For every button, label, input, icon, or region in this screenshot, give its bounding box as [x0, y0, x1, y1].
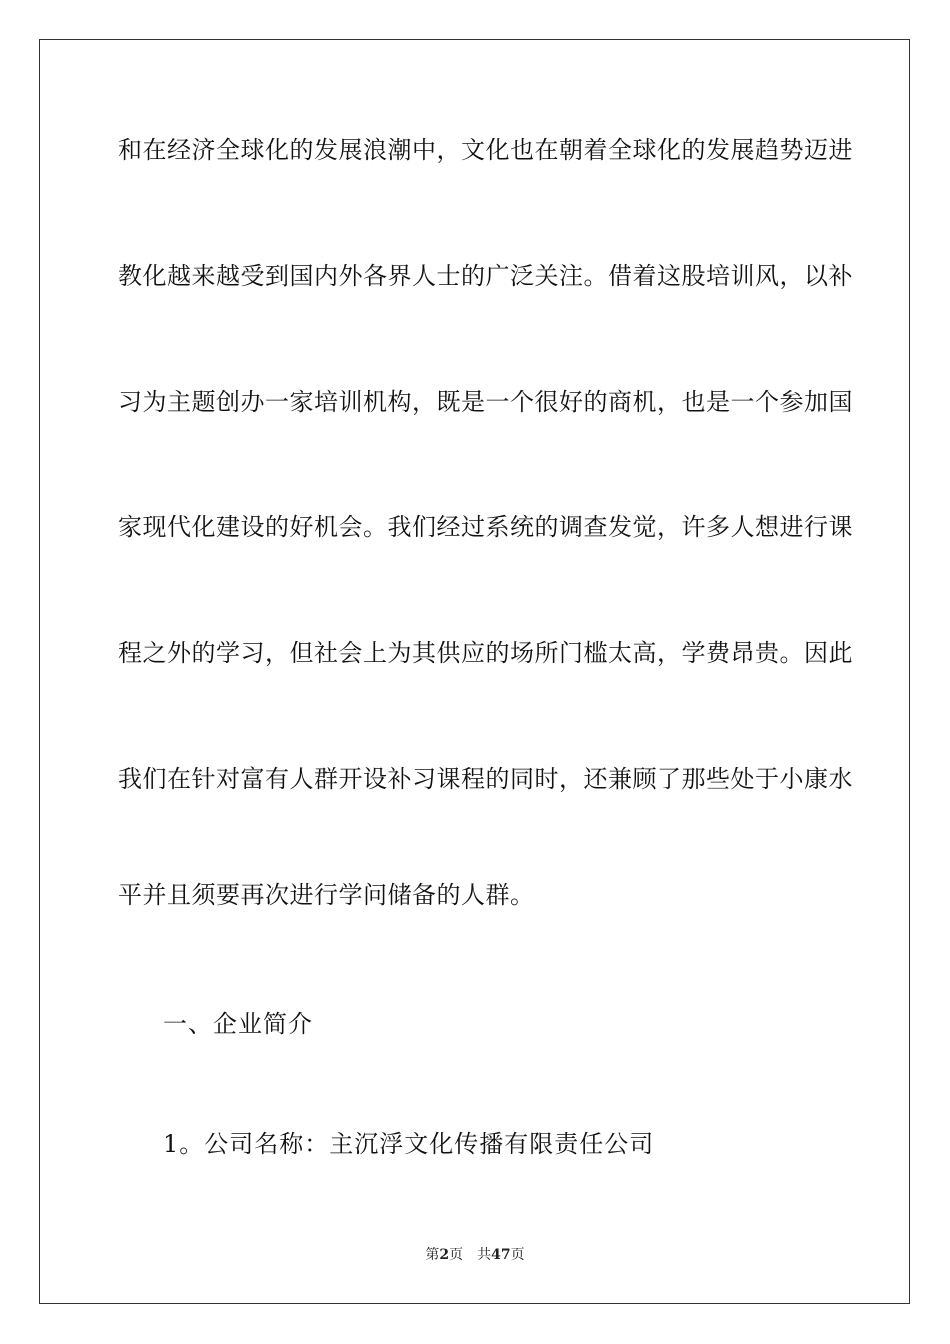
body-line-5: 程之外的学习，但社会上为其供应的场所门槛太高，学费昂贵。因此	[118, 639, 853, 667]
body-line-7: 平并且须要再次进行学问储备的人群。	[118, 881, 535, 909]
total-pages: 47	[491, 1247, 511, 1263]
page-number: 2	[439, 1247, 450, 1263]
section-heading: 一、企业简介	[163, 1010, 313, 1038]
body-line-3: 习为主题创办一家培训机构，既是一个很好的商机，也是一个参加国	[118, 388, 853, 416]
page-prefix: 第	[425, 1247, 440, 1263]
total-prefix: 共	[477, 1247, 492, 1263]
page-border	[39, 39, 910, 1304]
body-line-4: 家现代化建设的好机会。我们经过系统的调查发觉，许多人想进行课	[118, 513, 853, 541]
body-line-2: 教化越来越受到国内外各界人士的广泛关注。借着这股培训风，以补	[118, 262, 853, 290]
page-suffix: 页	[449, 1247, 464, 1263]
page-footer	[0, 1246, 950, 1264]
body-line-6: 我们在针对富有人群开设补习课程的同时，还兼顾了那些处于小康水	[118, 765, 853, 793]
total-suffix: 页	[510, 1247, 525, 1263]
body-line-1: 和在经济全球化的发展浪潮中，文化也在朝着全球化的发展趋势迈进	[118, 136, 853, 164]
company-name-item: 1。公司名称：主沉浮文化传播有限责任公司	[163, 1130, 655, 1158]
